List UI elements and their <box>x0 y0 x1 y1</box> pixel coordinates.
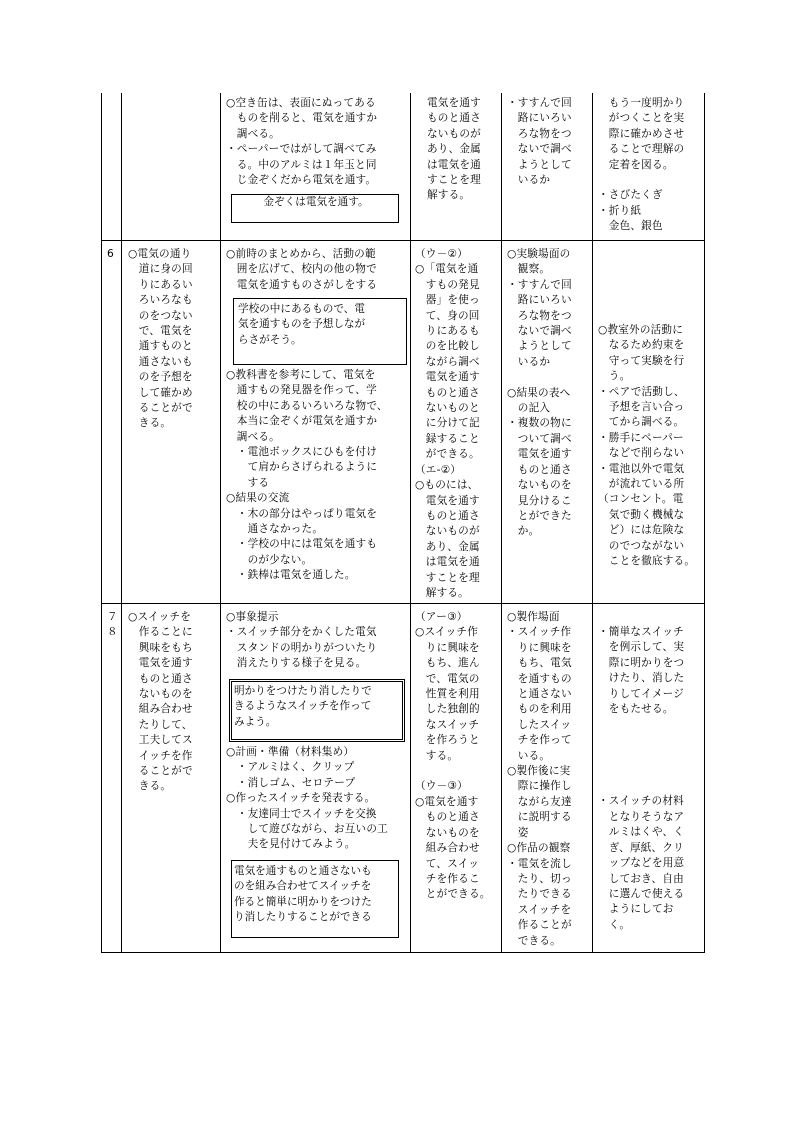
text-line: 興味をもち <box>128 641 193 654</box>
text-line <box>598 779 703 794</box>
text-line: ・スイッチの材料 <box>598 795 684 808</box>
text-line: ○スイッチ作 <box>415 626 478 639</box>
text-line: ・さびたくぎ <box>598 189 663 202</box>
text-line: ることがで <box>128 402 193 415</box>
text-line: 工夫してス <box>128 734 193 747</box>
text-line: で、電気の <box>415 672 480 685</box>
text-line: か。 <box>507 525 540 538</box>
text-line <box>598 748 703 763</box>
text-line: らさがそう。 <box>238 333 302 346</box>
text-line: ないものが <box>415 525 480 538</box>
text-line: りしてイメージ <box>598 687 685 700</box>
text-line: ○作品の観察 <box>507 842 571 855</box>
text-line: したスイッ <box>507 718 572 731</box>
text-line: 予想を言い合っ <box>598 401 685 414</box>
text-line: 電気を通すものさがしをする <box>226 278 378 291</box>
text-line: 調べる。 <box>226 127 280 140</box>
text-line: ものを削ると、電気を通すか <box>226 112 378 125</box>
row1-activity <box>226 96 408 188</box>
text-line: ・複数の物に <box>507 417 572 430</box>
text-line: ○実験場面の <box>507 248 571 260</box>
text-line: 電気を通すものと通さないも <box>234 865 372 877</box>
text-line: いるか <box>507 174 551 187</box>
text-line: ないで調べ <box>507 325 572 338</box>
text-line: などで削らない <box>598 447 685 460</box>
text-line: なるため約束を <box>598 339 685 352</box>
text-line: 電気を通す <box>415 371 480 384</box>
lesson-plan-table <box>101 93 705 953</box>
text-line: 電気を通す <box>415 494 480 507</box>
text-line <box>598 764 703 779</box>
text-line: 解する。 <box>427 189 471 202</box>
row1-summary-box <box>231 194 399 223</box>
row3-task-box <box>229 679 405 742</box>
text-line: のをつない <box>128 309 193 322</box>
text-line: 守って実験を行 <box>598 354 685 367</box>
row3-activity-intro <box>226 610 408 672</box>
text-line: ・木の部分はやっぱり電気を <box>226 507 378 520</box>
text-line: した独創的 <box>415 703 480 716</box>
row1-notes <box>598 96 703 235</box>
text-line: 6 <box>107 248 114 260</box>
text-line: ・ペーパーではがして調べてみ <box>226 143 377 156</box>
text-line: 調べる。 <box>226 430 280 443</box>
text-line: てから調べる。 <box>598 416 685 429</box>
text-line: ・電気を流し <box>507 857 572 870</box>
text-line: の記入 <box>507 402 551 415</box>
text-line: いるか <box>507 355 551 368</box>
row3-hour-number <box>107 610 121 641</box>
text-line: 通すものと <box>128 340 193 353</box>
text-line: ものを利用 <box>507 703 572 716</box>
text-line: ようとして <box>507 158 572 171</box>
text-line: ・友達同士でスイッチを交換 <box>226 807 377 820</box>
text-line <box>598 173 703 188</box>
text-line: ないものを <box>128 688 193 701</box>
text-line: て、スイッ <box>415 857 480 870</box>
text-line: 本当に金ぞくが電気を通すか <box>226 415 378 428</box>
row2-hour-number <box>107 247 121 262</box>
text-line: をもたせる。 <box>598 703 674 716</box>
text-line: スタンドの明かりがついたり <box>226 641 378 654</box>
text-line: に説明する <box>507 811 572 824</box>
text-line: ○スイッチを <box>128 611 191 623</box>
text-line: 消えたりする様子を見る。 <box>226 657 367 670</box>
text-line: に分けて記 <box>415 417 480 430</box>
text-line: ・折り紙 <box>598 204 642 217</box>
text-line: 見分けるこ <box>507 494 572 507</box>
text-line: ようとして <box>507 340 572 353</box>
text-line: 気で動く機械な <box>598 508 685 521</box>
text-line: に選んで使える <box>598 887 685 900</box>
text-line: （アー③） <box>415 611 468 623</box>
text-line: もち、進ん <box>415 657 480 670</box>
row2-evaluation <box>415 247 501 601</box>
text-line: 録すること <box>415 432 480 445</box>
text-line: ○教科書を参考にして、電気を <box>226 369 376 381</box>
text-line: （ウ－②） <box>415 248 468 260</box>
text-line: 定着を図る。 <box>598 158 674 171</box>
text-line: する <box>226 476 270 489</box>
text-line: 路にいろい <box>507 112 572 125</box>
text-line: 通さないも <box>128 355 193 368</box>
text-line: スイッチを <box>507 903 572 916</box>
text-line: ど）には危険な <box>598 524 685 537</box>
text-line: のを予想を <box>128 371 193 384</box>
text-line: ながら調べ <box>415 355 480 368</box>
text-line: く。 <box>598 918 631 931</box>
text-line: ものと通さ <box>415 509 480 522</box>
row3-method <box>507 610 591 949</box>
text-line: は電気を通 <box>415 556 480 569</box>
text-line: 組み合わせ <box>128 703 193 716</box>
text-line: ることで理解の <box>598 143 685 156</box>
text-line: ・電池ボックスにひもを付け <box>226 446 378 459</box>
text-line: （コンセント。電 <box>598 493 684 506</box>
text-line: あり、金属 <box>427 143 481 156</box>
text-line: 路にいろい <box>507 294 572 307</box>
text-line: ップなどを用意 <box>598 857 685 870</box>
text-line: ないものが <box>427 127 481 140</box>
text-line: ・すすんで回 <box>507 278 572 291</box>
text-line: きるようなスイッチを作って <box>234 700 372 713</box>
text-line: を通すもの <box>507 672 572 685</box>
row3-summary-box <box>231 860 399 938</box>
text-line: チを作って <box>507 734 572 747</box>
text-line: う。 <box>598 370 631 383</box>
text-line: ないものを <box>507 479 572 492</box>
row-divider <box>101 240 705 241</box>
text-line: となりそうなア <box>598 810 685 823</box>
text-line: とができる。 <box>415 888 491 901</box>
text-line <box>598 733 703 748</box>
text-line: ・スイッチ作 <box>507 626 572 639</box>
text-line <box>415 764 501 779</box>
row2-activity-main <box>226 368 408 584</box>
row2-task-box <box>233 298 407 365</box>
text-line: ・消しゴム、セロテープ <box>226 776 356 789</box>
text-line: ○電気を通す <box>415 795 479 808</box>
text-line: ○計画・準備（材料集め） <box>226 746 355 758</box>
text-line: 器」を使っ <box>415 294 480 307</box>
text-line: ○結果の交流 <box>226 492 290 505</box>
text-line: ・学校の中には電気を通すも <box>226 538 378 551</box>
text-line: チを作るこ <box>415 872 480 885</box>
text-line: イッチを作 <box>128 749 193 762</box>
row3-evaluation <box>415 610 501 903</box>
text-line: 金ぞくは電気を通す。 <box>263 196 369 208</box>
text-line <box>598 717 703 732</box>
row2-method <box>507 247 591 540</box>
text-line: （エ-②） <box>415 463 462 476</box>
text-line: 通すもの発見器を作って、学 <box>226 384 377 397</box>
text-line: して確かめ <box>128 386 193 399</box>
text-line: て、身の回 <box>415 309 480 322</box>
text-line: が流れている所 <box>598 478 685 491</box>
text-line: がつくことを実 <box>598 112 685 125</box>
text-line: ○製作場面 <box>507 611 560 623</box>
text-line: ・鉄棒は電気を通した。 <box>226 569 356 582</box>
text-line: （ウ－③） <box>415 780 468 793</box>
table-border-right <box>704 93 705 953</box>
text-line: ○空き缶は、表面にぬってある <box>226 97 376 109</box>
row3-activity-main <box>226 745 408 853</box>
text-line: ・スイッチ部分をかくした電気 <box>226 626 377 639</box>
text-line: 電気を通す <box>507 448 572 461</box>
text-line: けたり、消した <box>598 672 685 685</box>
text-line: ないものを <box>415 826 480 839</box>
text-line: りにあるい <box>128 278 193 291</box>
text-line: 観察。 <box>507 263 551 276</box>
row2-notes <box>598 323 703 570</box>
text-line: ろな物をつ <box>507 309 572 322</box>
text-line: て肩からさげられるように <box>226 461 378 474</box>
text-line: りにあるも <box>415 325 480 338</box>
text-line: ことを徹底する。 <box>598 555 696 568</box>
text-line: 気を通すものを予想しなが <box>238 318 366 331</box>
text-line: とができた <box>507 509 572 522</box>
text-line: 明かりをつけたり消したりで <box>234 685 372 697</box>
text-line: ものと通さ <box>415 811 480 824</box>
text-line: のが少ない。 <box>226 553 313 566</box>
text-line: のを組み合わせてスイッチを <box>234 880 372 893</box>
text-line: じ金ぞくだから電気を通す。 <box>226 174 377 187</box>
text-line: ものと通さ <box>128 672 193 685</box>
text-line: と通さない <box>507 688 572 701</box>
text-line: 囲を広げて、校内の他の物で <box>226 263 377 276</box>
text-line: りに興味を <box>415 641 480 654</box>
row2-goal <box>128 247 220 432</box>
text-line: きる。 <box>128 780 172 793</box>
text-line: 金色、銀色 <box>598 220 663 233</box>
text-line: 組み合わせ <box>415 842 480 855</box>
text-line: ７ <box>107 611 118 623</box>
text-line: 際に確かめさせ <box>598 127 685 140</box>
row3-goal <box>128 610 220 795</box>
text-line: ができる。 <box>415 448 480 461</box>
text-line: ○ものには、 <box>415 479 479 492</box>
row1-method <box>507 96 591 188</box>
text-line: を例示して、実 <box>598 641 685 654</box>
text-line: ついて調べ <box>507 432 572 445</box>
text-line: ぎ、厚紙、クリ <box>598 841 684 854</box>
text-line: り消したりすることができる <box>234 911 372 924</box>
text-line: 性質を利用 <box>415 688 480 701</box>
text-line: すことを理 <box>415 571 480 584</box>
text-line: のでつながない <box>598 539 685 552</box>
text-line: ないで調べ <box>507 143 572 156</box>
text-line: ものと通さ <box>427 112 481 125</box>
text-line: ○教室外の活動に <box>598 324 683 336</box>
text-line: ○前時のまとめから、活動の範 <box>226 248 376 260</box>
row3-notes <box>598 625 703 933</box>
table-border-left <box>101 93 102 953</box>
text-line <box>507 370 591 385</box>
text-line: ○事象提示 <box>226 611 279 623</box>
text-line: ○「電気を通 <box>415 263 479 276</box>
text-line: もち、電気 <box>507 657 572 670</box>
column-divider <box>592 93 593 953</box>
column-divider <box>220 93 221 953</box>
text-line: ろな物をつ <box>507 127 572 140</box>
text-line: する。 <box>415 749 459 762</box>
row2-activity-intro <box>226 247 408 293</box>
text-line: ○作ったスイッチを発表する。 <box>226 792 376 805</box>
text-line: 道に身の回 <box>128 263 193 276</box>
column-divider <box>410 93 411 953</box>
text-line: る。中のアルミは１年玉と同 <box>226 158 377 171</box>
text-line: して遊びながら、お互いの工 <box>226 823 388 836</box>
text-line: を作ろうと <box>415 734 480 747</box>
text-line: いる。 <box>507 749 551 762</box>
text-line: 際に操作し <box>507 780 572 793</box>
text-line: ながら友達 <box>507 795 572 808</box>
text-line: 校の中にあるいろいろな物で、 <box>226 399 388 412</box>
text-line: ・勝手にペーパー <box>598 431 684 444</box>
text-line: ８ <box>107 626 118 639</box>
text-line: 夫を見付けてみよう。 <box>226 838 356 851</box>
text-line: できる。 <box>507 934 561 947</box>
text-line: 作ることが <box>507 919 572 932</box>
text-line: なスイッチ <box>415 718 480 731</box>
text-line: ようにしてお <box>598 903 674 916</box>
text-line: りに興味を <box>507 641 572 654</box>
text-line: 姿 <box>507 826 529 839</box>
text-line: 際に明かりをつ <box>598 656 685 669</box>
text-line: すもの発見 <box>415 278 480 291</box>
table-border-bottom <box>101 952 705 953</box>
column-divider <box>121 93 122 953</box>
text-line: たり、切っ <box>507 872 572 885</box>
text-line: ○製作後に実 <box>507 765 571 778</box>
text-line: きる。 <box>128 417 172 430</box>
text-line: 作ることに <box>128 626 193 639</box>
text-line: ないものと <box>415 402 480 415</box>
text-line: 解する。 <box>415 586 469 599</box>
text-line: 学校の中にあるもので、電 <box>238 303 365 315</box>
text-line: 通さなかった。 <box>226 523 324 536</box>
text-line: ものと通さ <box>507 463 572 476</box>
text-line: たりして、 <box>128 718 193 731</box>
text-line: ・すすんで回 <box>507 97 572 109</box>
text-line: ○電気の通り <box>128 248 192 260</box>
text-line: 電気を通す <box>427 97 481 109</box>
row1-evaluation <box>427 96 501 204</box>
text-line: は電気を通 <box>427 158 481 171</box>
text-line: すことを理 <box>427 174 481 187</box>
text-line: ○結果の表へ <box>507 386 571 399</box>
text-line: もう一度明かり <box>598 97 685 109</box>
text-line: ・ペアで活動し、 <box>598 385 685 398</box>
text-line: 作ると簡単に明かりをつけた <box>234 895 372 908</box>
column-divider <box>501 93 502 953</box>
text-line: みよう。 <box>234 715 277 728</box>
text-line: ろいろなも <box>128 294 193 307</box>
text-line: ルミはくや、く <box>598 826 685 839</box>
text-line: ものと通さ <box>415 386 480 399</box>
text-line: 電気を通す <box>128 657 193 670</box>
text-line: で、電気を <box>128 325 193 338</box>
text-line: のを比較し <box>415 340 480 353</box>
text-line: ・アルミはく、クリップ <box>226 761 355 774</box>
text-line: しておき、自由 <box>598 872 684 885</box>
text-line: たりできる <box>507 888 572 901</box>
text-line: ・電池以外で電気 <box>598 462 685 475</box>
text-line: ることがで <box>128 765 193 778</box>
row-divider <box>101 603 705 604</box>
text-line: あり、金属 <box>415 540 480 553</box>
text-line: ・簡単なスイッチ <box>598 626 684 638</box>
